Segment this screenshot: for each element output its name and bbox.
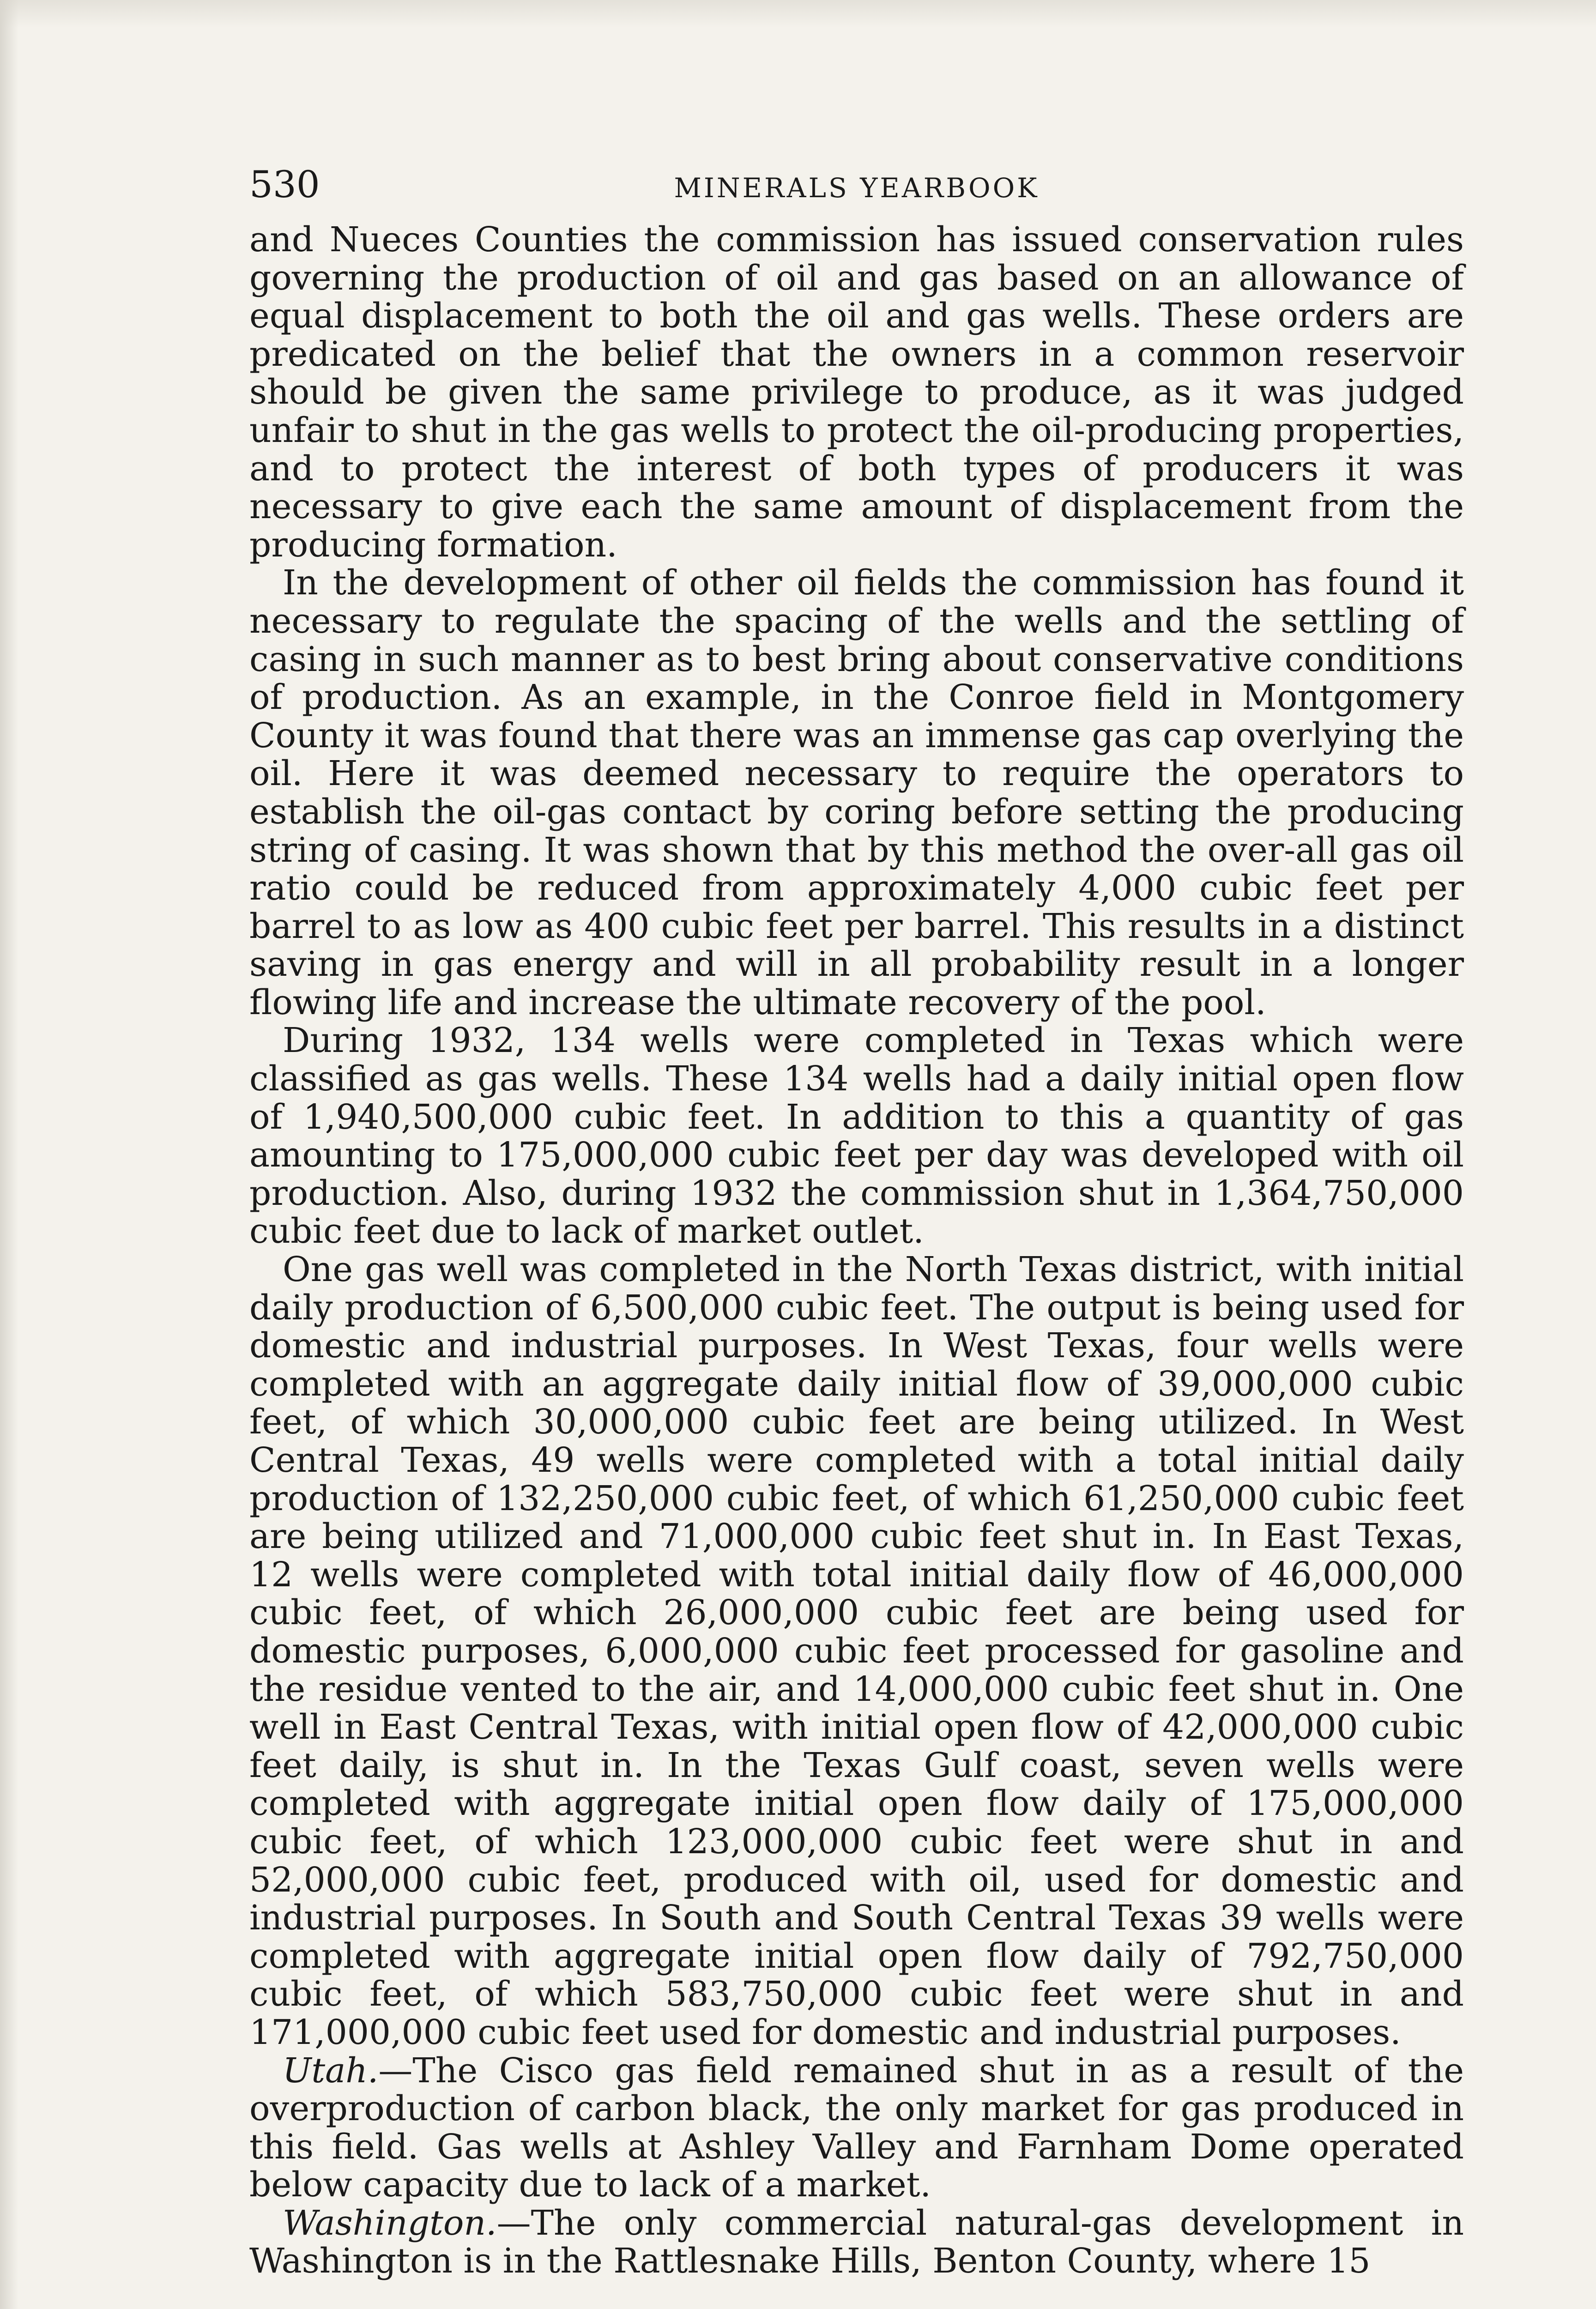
paragraph-text: In the development of other oil fields the commission has found it necessary to regulate the spacing of the wells and the settling of casing in such manner as to best bring about conservative conditions of production. As an example, in the Conroe field in Montgomery County it was found that there was an immense gas cap overlying the oil. Here it was deemed necessary to require the operators to establish the oil-gas contact by coring before setting the producing string of casing. It was shown that by this method the over-all gas oil ratio could be reduced from approximately 4,000 cubic feet per barrel to as low as 400 cubic feet per barrel. This results in a distinct saving in gas energy and will in all probability result in a longer flowing life and increase the ultimate recovery of the pool.: [249, 563, 1464, 1022]
paragraph-oil-field-spacing: [249, 564, 1464, 1022]
page-number: 530: [249, 163, 320, 206]
paragraph-text: —The only commercial natural-gas development in Washington is in the Rattlesnake Hills, Benton County, where 15: [249, 2203, 1464, 2281]
document-page: [249, 162, 1464, 2309]
running-head: [249, 162, 1464, 212]
paragraph-text: During 1932, 134 wells were completed in Texas which were classified as gas wells. These 134 wells had a daily initial open flow of 1,940,500,000 cubic feet. In addition to this a quantity of gas amounting to 175,000,000 cubic feet per day was developed with oil production. Also, during 1932 the commission shut in 1,364,750,000 cubic feet due to lack of market outlet.: [249, 1021, 1464, 1251]
paragraph-washington: [249, 2204, 1464, 2280]
section-heading-utah: Utah.: [283, 2050, 379, 2091]
paragraph-texas-1932-gas-wells: [249, 1022, 1464, 1251]
running-title: MINERALS YEARBOOK: [674, 172, 1040, 204]
body-text: [249, 221, 1464, 2280]
paragraph-texas-districts: [249, 1251, 1464, 2051]
scan-shadow-left: [0, 0, 18, 2309]
scan-shadow-top: [0, 0, 1596, 28]
paragraph-utah: [249, 2052, 1464, 2204]
paragraph-nueces-counties: [249, 221, 1464, 564]
section-heading-washington: Washington.: [283, 2203, 497, 2243]
paragraph-text: —The Cisco gas field remained shut in as a result of the overproduction of carbon black, the only market for gas produced in this field. Gas wells at Ashley Valley and Farnham Dome operated below capacity due to lack of a market.: [249, 2050, 1464, 2205]
paragraph-text: and Nueces Counties the commission has issued conservation rules governing the production of oil and gas based on an allowance of equal displacement to both the oil and gas wells. These orders are predicated on the belief that the owners in a common reservoir should be given the same privilege to produce, as it was judged unfair to shut in the gas wells to protect the oil-producing properties, and to protect the interest of both types of producers it was necessary to give each the same amount of displacement from the producing formation.: [249, 220, 1464, 565]
paragraph-text: One gas well was completed in the North Texas district, with initial daily production of 6,500,000 cubic feet. The output is being used for domestic and industrial purposes. In West Texas, four wells were completed with an aggregate daily initial flow of 39,000,000 cubic feet, of which 30,000,000 cubic feet are being utilized. In West Central Texas, 49 wells were completed with a total initial daily production of 132,250,000 cubic feet, of which 61,250,000 cubic feet are being utilized and 71,000,000 cubic feet shut in. In East Texas, 12 wells were completed with total initial daily flow of 46,000,000 cubic feet, of which 26,000,000 cubic feet are being used for domestic purposes, 6,000,000 cubic feet processed for gasoline and the residue vented to the air, and 14,000,000 cubic feet shut in. One well in East Central Texas, with initial open flow of 42,000,000 cubic feet daily, is shut in. In the Texas Gulf coast, seven wells were completed with aggregate initial open flow daily of 175,000,000 cubic feet, of which 123,000,000 cubic feet were shut in and 52,000,000 cubic feet, produced with oil, used for domestic and industrial purposes. In South and South Central Texas 39 wells were completed with aggregate initial open flow daily of 792,750,000 cubic feet, of which 583,750,000 cubic feet were shut in and 171,000,000 cubic feet used for domestic and industrial purposes.: [249, 1250, 1464, 2052]
